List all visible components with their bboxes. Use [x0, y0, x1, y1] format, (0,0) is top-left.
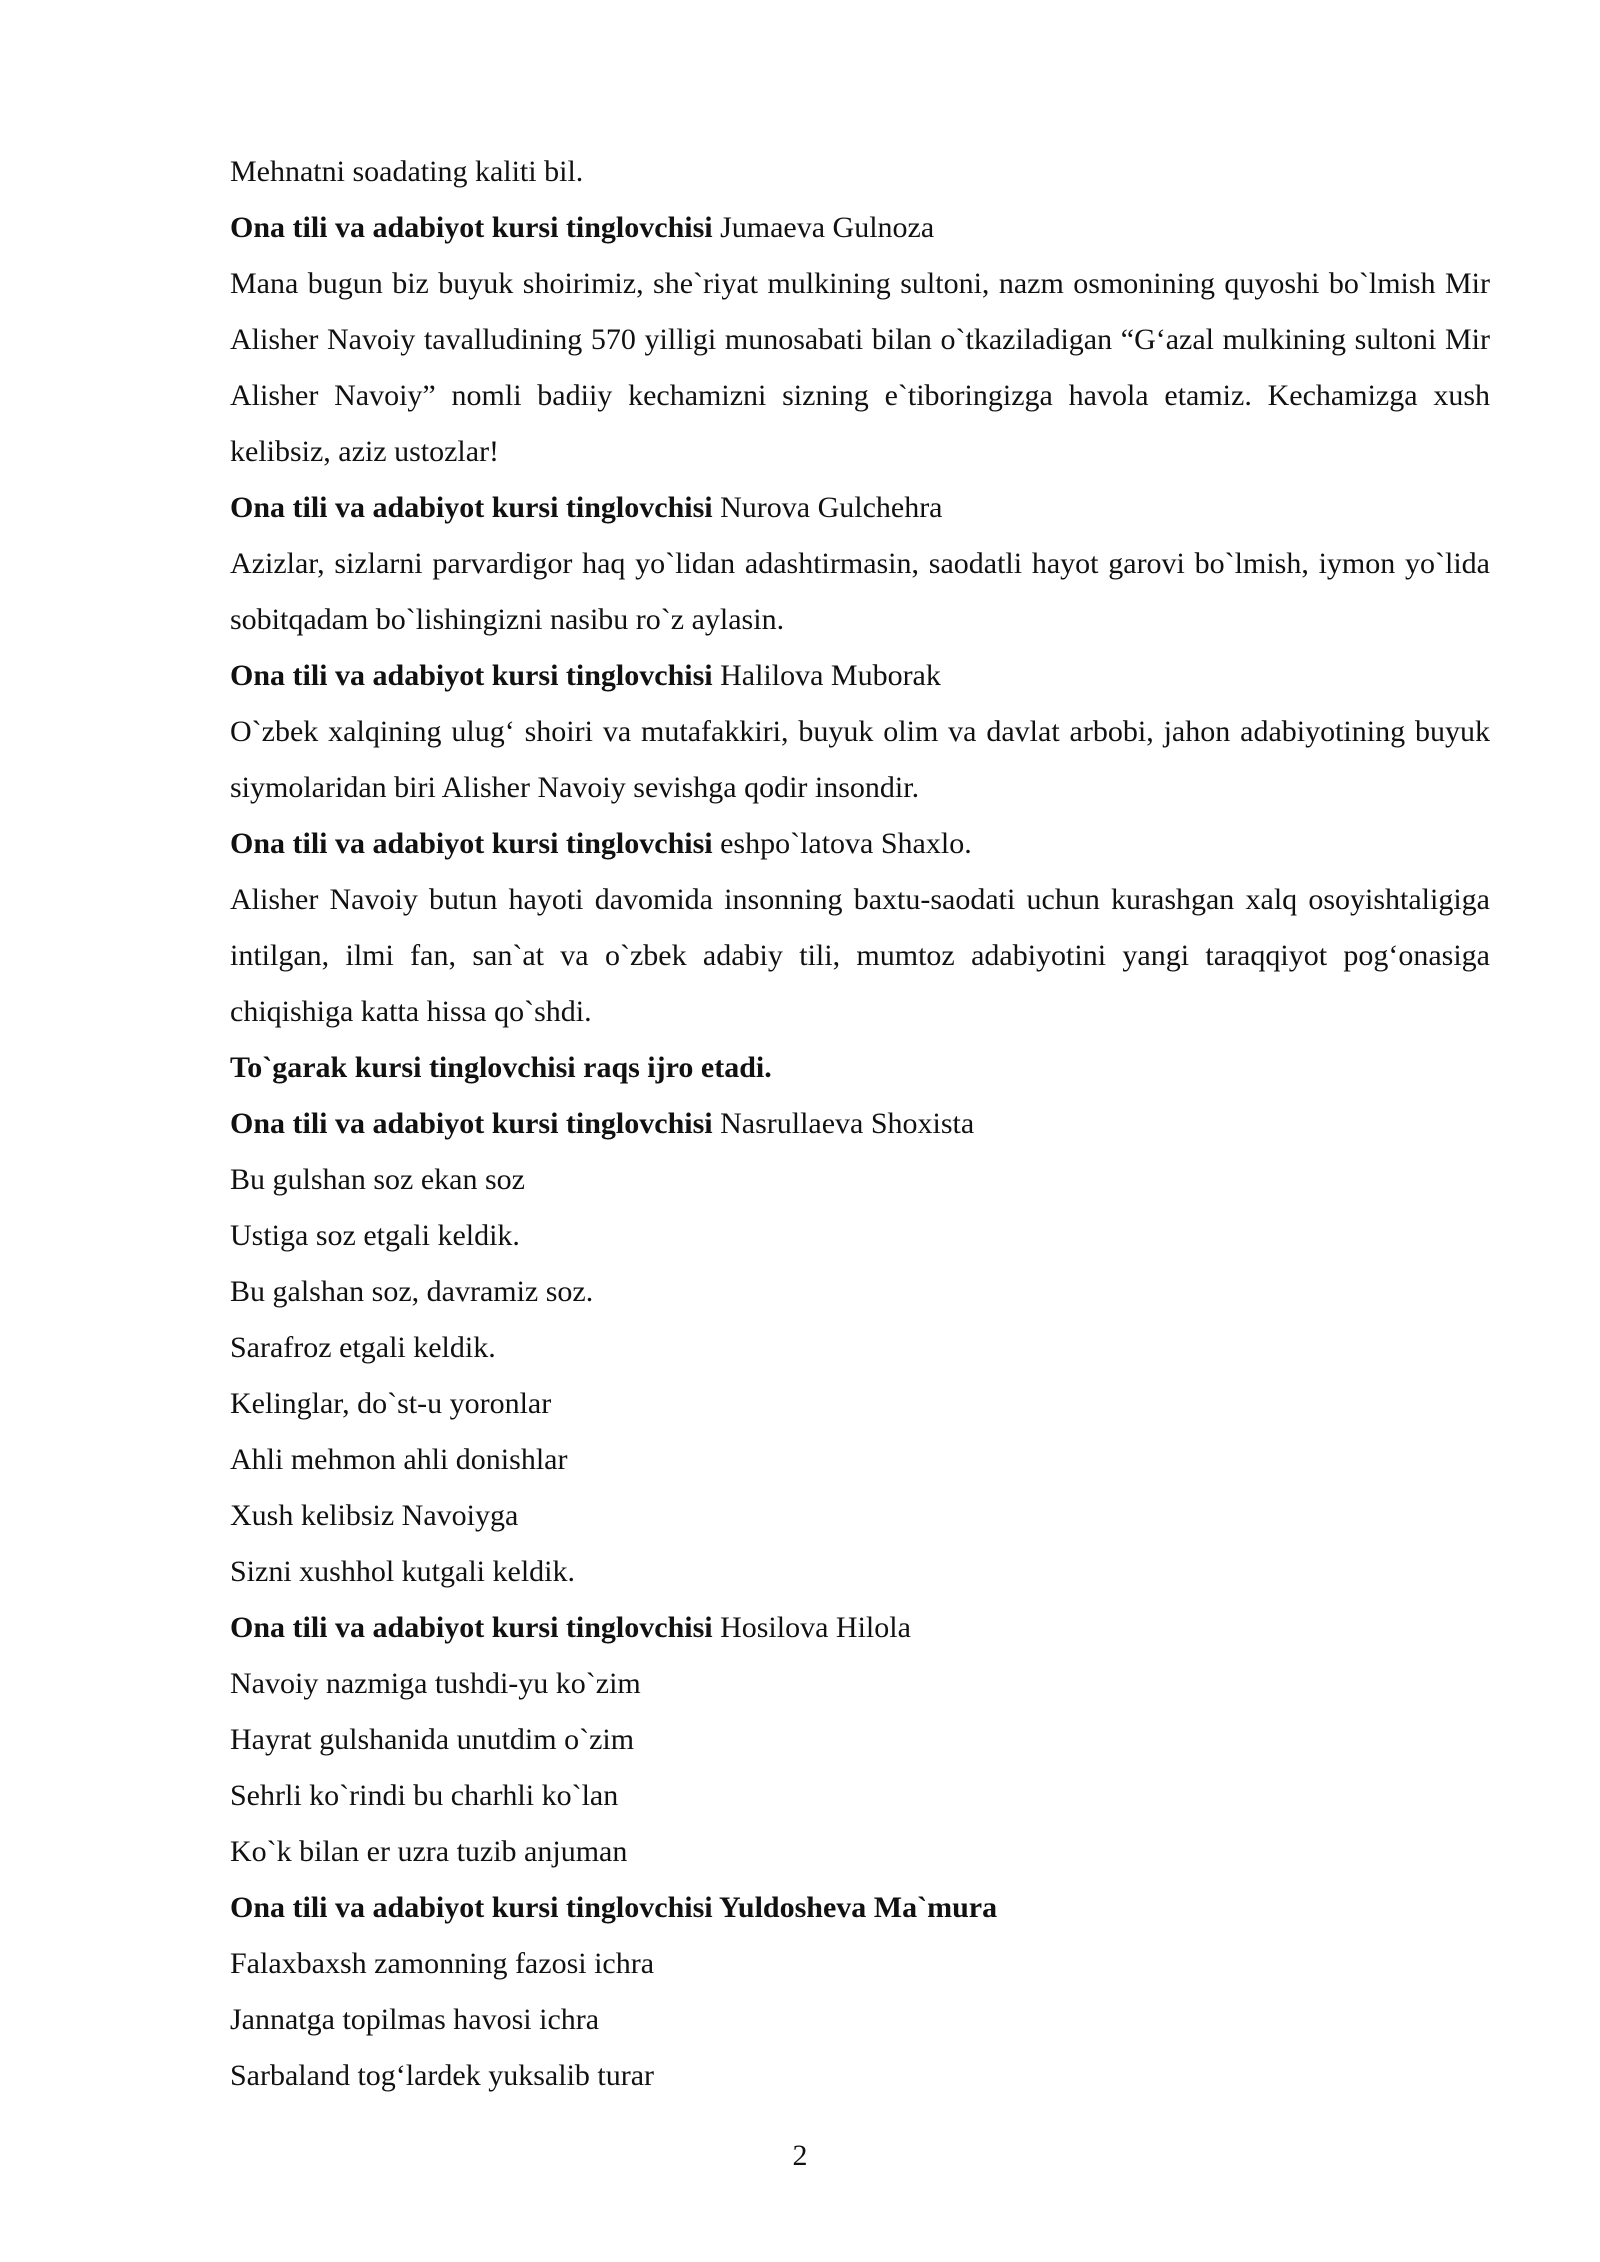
- poem-line: Sarafroz etgali keldik.: [230, 1331, 496, 1364]
- paragraph: Alisher Navoiy butun hayoti davomida insonning baxtu-saodati uchun kurashgan xalq osoyishtaligiga intilgan, ilmi fan, san`at va o`zbek adabiy tili, mumtoz adabiyotini yangi taraqqiyot pog‘onasiga chiqishiga katta hissa qo`shdi.: [230, 883, 1490, 1028]
- text-line: Mehnatni soadating kaliti bil.: [230, 155, 584, 188]
- speaker-line: [230, 200, 1490, 256]
- speaker-line: [230, 816, 1490, 872]
- poem-line: Bu galshan soz, davramiz soz.: [230, 1275, 594, 1308]
- speaker-name: Hosilova Hilola: [720, 1611, 911, 1644]
- speaker-line: [230, 1096, 1490, 1152]
- speaker-name: Nurova Gulchehra: [720, 491, 943, 524]
- poem-line: Jannatga topilmas havosi ichra: [230, 2003, 600, 2036]
- poem-line: Sarbaland tog‘lardek yuksalib turar: [230, 2059, 655, 2092]
- speaker-line: [230, 1600, 1490, 1656]
- speaker-role: Ona tili va adabiyot kursi tinglovchisi: [230, 659, 713, 692]
- poem-line: Sizni xushhol kutgali keldik.: [230, 1555, 575, 1588]
- poem-line: Ko`k bilan er uzra tuzib anjuman: [230, 1835, 628, 1868]
- paragraph: Azizlar, sizlarni parvardigor haq yo`lidan adashtirmasin, saodatli hayot garovi bo`lmish, iymon yo`lida sobitqadam bo`lishingizni nasibu ro`z aylasin.: [230, 547, 1490, 636]
- poem-line: Hayrat gulshanida unutdim o`zim: [230, 1723, 635, 1756]
- poem-line: Kelinglar, do`st-u yoronlar: [230, 1387, 552, 1420]
- poem-line: Ustiga soz etgali keldik.: [230, 1219, 520, 1252]
- page-body: [230, 144, 1490, 2104]
- speaker-line: [230, 648, 1490, 704]
- poem-line: Falaxbaxsh zamonning fazosi ichra: [230, 1947, 655, 1980]
- stage-direction: To`garak kursi tinglovchisi raqs ijro etadi.: [230, 1051, 772, 1084]
- speaker-name: Halilova Muborak: [720, 659, 941, 692]
- speaker-role: Ona tili va adabiyot kursi tinglovchisi: [230, 827, 713, 860]
- poem-line: Navoiy nazmiga tushdi-yu ko`zim: [230, 1667, 641, 1700]
- poem-line: Ahli mehmon ahli donishlar: [230, 1443, 568, 1476]
- speaker-role: Ona tili va adabiyot kursi tinglovchisi: [230, 1611, 713, 1644]
- paragraph: O`zbek xalqining ulug‘ shoiri va mutafakkiri, buyuk olim va davlat arbobi, jahon adabiyotining buyuk siymolaridan biri Alisher Navoiy sevishga qodir insondir.: [230, 715, 1490, 804]
- speaker-name: Jumaeva Gulnoza: [720, 211, 935, 244]
- speaker-role: Ona tili va adabiyot kursi tinglovchisi: [230, 211, 713, 244]
- poem-line: Xush kelibsiz Navoiyga: [230, 1499, 519, 1532]
- speaker-role: Ona tili va adabiyot kursi tinglovchisi: [230, 1107, 713, 1140]
- speaker-line: [230, 480, 1490, 536]
- speaker-role: Ona tili va adabiyot kursi tinglovchisi: [230, 491, 713, 524]
- page-number: 2: [792, 2139, 808, 2172]
- poem-line: Sehrli ko`rindi bu charhli ko`lan: [230, 1779, 619, 1812]
- speaker-name: Nasrullaeva Shoxista: [720, 1107, 975, 1140]
- speaker-name: eshpo`latova Shaxlo.: [720, 827, 972, 860]
- paragraph: Mana bugun biz buyuk shoirimiz, she`riyat mulkining sultoni, nazm osmonining quyoshi bo`lmish Mir Alisher Navoiy tavalludining 570 yilligi munosabati bilan o`tkaziladigan “G‘azal mulkining sultoni Mir Alisher Navoiy” nomli badiiy kechamizni sizning e`tiboringizga havola etamiz. Kechamizga xush kelibsiz, aziz ustozlar!: [230, 267, 1490, 468]
- speaker-heading: Ona tili va adabiyot kursi tinglovchisi Yuldosheva Ma`mura: [230, 1891, 998, 1924]
- poem-line: Bu gulshan soz ekan soz: [230, 1163, 525, 1196]
